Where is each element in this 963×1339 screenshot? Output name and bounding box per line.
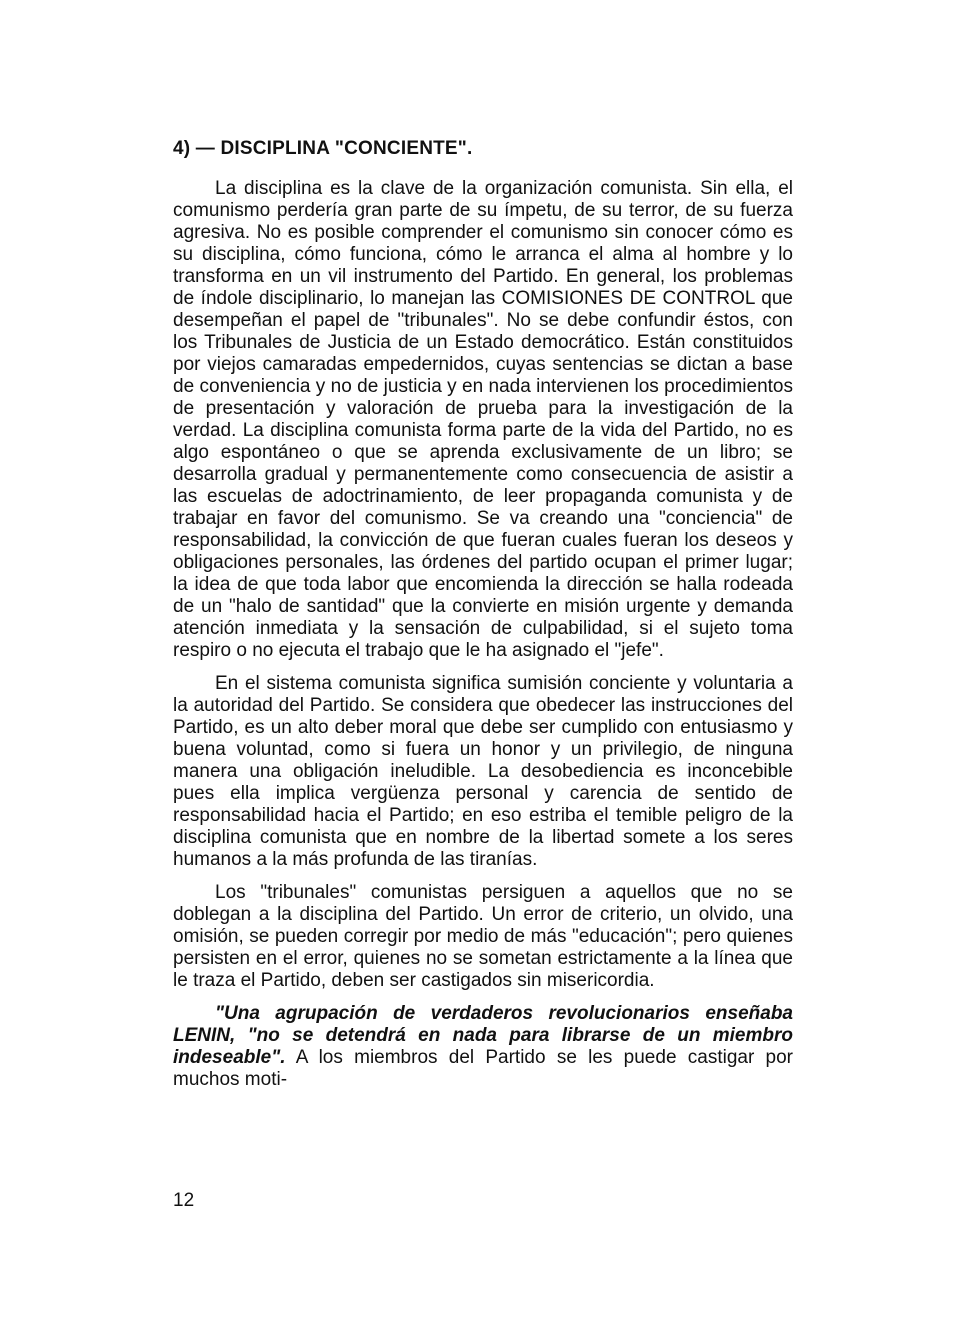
lenin-quote: "Una agrupación de verdaderos revolucionarios enseñaba LENIN, "no se detendrá en nada para librarse de un miembro indeseable". bbox=[173, 1003, 793, 1068]
page-number: 12 bbox=[173, 1190, 195, 1211]
paragraph-4-text: A los miembros del Partido se les puede castigar por muchos moti- bbox=[173, 1047, 793, 1090]
paragraph-2: En el sistema comunista significa sumisión conciente y voluntaria a la autoridad del Partido. Se considera que obedecer las instrucciones del Partido, es un alto deber moral que debe ser cumplido con entusiasmo y buena voluntad, como si fuera un honor y un privilegio, de ninguna manera una obligación ineludible. La desobediencia es inconcebible pues ella implica vergüenza personal y carencia de sentido de responsabilidad hacia el Partido; en eso estriba el temible peligro de la disciplina comunista que en nombre de la libertad somete a los seres humanos a la más profunda de las tiranías. bbox=[173, 673, 793, 870]
body-text bbox=[173, 178, 793, 1091]
section-heading: 4) — DISCIPLINA "CONCIENTE". bbox=[173, 138, 473, 159]
paragraph-4 bbox=[173, 1003, 793, 1091]
paragraph-1: La disciplina es la clave de la organización comunista. Sin ella, el comunismo perdería gran parte de su ímpetu, de su terror, de su fuerza agresiva. No es posible comprender el comunismo sin conocer cómo es su disciplina, cómo funciona, cómo le arranca el alma al hombre y lo transforma en un vil instrumento del Partido. En general, los problemas de índole disciplinario, lo manejan las COMISIONES DE CONTROL que desempeñan el papel de "tribunales". No se debe confundir éstos, con los Tribunales de Justicia de un Estado democrático. Están constituidos por viejos camaradas empedernidos, cuyas sentencias se dictan a base de conveniencia y no de justicia y en nada intervienen los procedimientos de presentación y valoración de prueba para la investigación de la verdad. La disciplina comunista forma parte de la vida del Partido, no es algo espontáneo o que se aprenda exclusivamente de un libro; se desarrolla gradual y permanentemente como consecuencia de asistir a las escuelas de adoctrinamiento, de leer propaganda comunista y de trabajar en favor del comunismo. Se va creando una "conciencia" de responsabilidad, la convicción de que fueran cuales fueran los deseos y obligaciones personales, las órdenes del partido ocupan el primer lugar; la idea de que toda labor que encomienda la dirección se halla rodeada de un "halo de santidad" que la convierte en misión urgente y demanda atención inmediata y la sensación de culpabilidad, si el sujeto toma respiro o no ejecuta el trabajo que le ha asignado el "jefe". bbox=[173, 178, 793, 661]
paragraph-3: Los "tribunales" comunistas persiguen a aquellos que no se doblegan a la disciplina del Partido. Un error de criterio, un olvido, una omisión, se pueden corregir por medio de más "educación"; pero quienes persisten en el error, quienes no se sometan estrictamente a la línea que le traza el Partido, deben ser castigados sin misericordia. bbox=[173, 882, 793, 991]
